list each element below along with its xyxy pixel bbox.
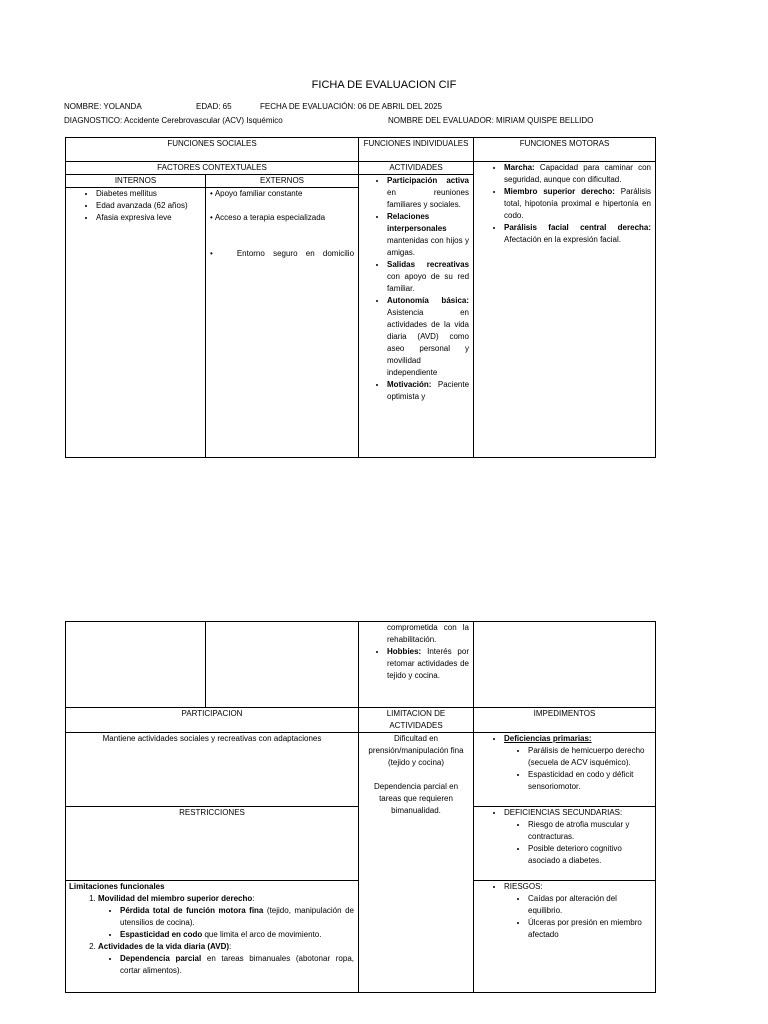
limitaciones-list [70, 893, 354, 977]
deficiencias-primarias-sublist [504, 745, 651, 793]
header-internos: INTERNOS [66, 175, 206, 188]
limitacion-text-1: Dificultad en prensión/manipulación fina (tejido y cocina) [368, 734, 464, 767]
interno-item: • Edad avanzada (62 años) [96, 200, 201, 212]
diagnosis: DIAGNOSTICO: Accidente Cerebrovascular (ACV) Isquémico [64, 116, 283, 125]
actividad-item: • Motivación: Paciente optimista y [387, 379, 469, 403]
deficiencias-secundarias-item: • DEFICIENCIAS SECUNDARIAS: • Riesgo de atrofia muscular y contracturas. • Posible deterioro cognitivo asociado a diabetes. [504, 807, 651, 867]
limitacion-1-item: • Pérdida total de función motora fina (tejido, manipulación de utensilios de cocina). [120, 905, 354, 929]
deficiencia-secundaria-item: • Posible deterioro cognitivo asociado a diabetes. [528, 843, 651, 867]
header-limitacion: LIMITACION DE ACTIVIDADES [359, 708, 474, 733]
motora-item: • Parálisis facial central derecha: Afectación en la expresión facial. [504, 222, 651, 246]
header-restricciones: RESTRICCIONES [66, 807, 359, 881]
header-funciones-motoras: FUNCIONES MOTORAS [474, 138, 656, 162]
internos-cell [66, 188, 206, 458]
deficiencia-primaria-item: • Espasticidad en codo y déficit sensoriomotor. [528, 769, 651, 793]
deficiencias-secundarias-cell [474, 807, 656, 881]
funciones-motoras-cell [474, 162, 656, 458]
deficiencia-primaria-item: • Parálisis de hemicuerpo derecho (secuela de ACV isquémico). [528, 745, 651, 769]
hobbies-item: • Hobbies: Interés por retomar actividades de tejido y cocina. [387, 646, 469, 682]
riesgos-sublist [504, 893, 651, 941]
internos-list [70, 188, 201, 224]
riesgos-item: • RIESGOS: • Caídas por alteración del equilibrio. • Úlceras por presión en miembro afectado [504, 881, 651, 941]
actividad-item: • Salidas recreativas con apoyo de su red familiar. [387, 259, 469, 295]
actividad-item: • Participación activa en reuniones familiares y sociales. [387, 175, 469, 211]
empty-cell [474, 622, 656, 708]
actividad-item: • Relaciones interpersonales mantenidas con hijos y amigas. [387, 211, 469, 259]
actividades-continued-cell [359, 622, 474, 708]
motora-item: • Miembro superior derecho: Parálisis total, hipotonía proximal e hipertonía en codo. [504, 186, 651, 222]
document-title: FICHA DE EVALUACION CIF [311, 79, 457, 91]
deficiencias-primarias-item: • Deficiencias primarias: • Parálisis de hemicuerpo derecho (secuela de ACV isquémico). • Espasticidad en codo y déficit sensoriomotor. [504, 733, 651, 793]
limitacion-cell [359, 733, 474, 993]
limitacion-1-item: • Espasticidad en codo que limita el arco de movimiento. [120, 929, 354, 941]
interno-item: • Afasia expresiva leve [96, 212, 201, 224]
motoras-list [478, 162, 651, 246]
header-funciones-sociales: FUNCIONES SOCIALES [66, 138, 359, 162]
externo-item: • Acceso a terapia especializada [210, 212, 354, 224]
externo-item: • Apoyo familiar constante [210, 188, 354, 200]
actividades-continued-text: comprometida con la rehabilitación. [387, 623, 469, 644]
cif-table-page-2 [65, 621, 656, 993]
header-participacion: PARTICIPACION [66, 708, 359, 733]
externos-cell [206, 188, 359, 458]
empty-cell [206, 622, 359, 708]
limitacion-text-2: Dependencia parcial en tareas que requieren bimanualidad. [373, 782, 459, 815]
limitaciones-funcionales-cell [66, 881, 359, 993]
header-factores-contextuales: FACTORES CONTEXTUALES [66, 162, 359, 175]
evaluator-name: NOMBRE DEL EVALUADOR: MIRIAM QUISPE BELLIDO [388, 116, 594, 125]
actividad-item: • Autonomía básica: Asistencia en actividades de la vida diaria (AVD) como aseo personal y movilidad independiente [387, 295, 469, 379]
deficiencias-primarias-cell [474, 733, 656, 807]
deficiencias-secundarias-sublist [504, 819, 651, 867]
empty-cell [66, 622, 206, 708]
actividades-cell [359, 175, 474, 458]
deficiencia-secundaria-item: • Riesgo de atrofia muscular y contracturas. [528, 819, 651, 843]
interno-item: • Diabetes mellitus [96, 188, 201, 200]
limitacion-2-sublist [98, 953, 354, 977]
limitacion-item: 1. Movilidad del miembro superior derecho: • Pérdida total de función motora fina (tejido, manipulación de utensilios de cocina). • Espasticidad en codo que limita el arco de movimiento. [98, 893, 354, 941]
riesgos-list [478, 881, 651, 941]
motora-item: • Marcha: Capacidad para caminar con seguridad, aunque con dificultad. [504, 162, 651, 186]
riesgo-item: • Úlceras por presión en miembro afectado [528, 917, 651, 941]
actividades-list [363, 175, 469, 403]
header-externos: EXTERNOS [206, 175, 359, 188]
header-impedimentos: IMPEDIMENTOS [474, 708, 656, 733]
riesgos-cell [474, 881, 656, 993]
header-actividades: ACTIVIDADES [359, 162, 474, 175]
hobbies-list [363, 646, 469, 682]
limitacion-2-item: • Dependencia parcial en tareas bimanuales (abotonar ropa, cortar alimentos). [120, 953, 354, 977]
limitaciones-title: Limitaciones funcionales [69, 882, 165, 891]
cif-table-page-1 [65, 137, 656, 458]
deficiencias-primarias-list [478, 733, 651, 793]
patient-name: NOMBRE: YOLANDA [64, 102, 142, 111]
riesgo-item: • Caídas por alteración del equilibrio. [528, 893, 651, 917]
externo-item: • Entorno seguro en domicilio [210, 249, 355, 258]
limitacion-item: 2. Actividades de la vida diaria (AVD): • Dependencia parcial en tareas bimanuales (abotonar ropa, cortar alimentos). [98, 941, 354, 977]
participacion-cell: Mantiene actividades sociales y recreativas con adaptaciones [66, 733, 359, 807]
patient-age: EDAD: 65 [196, 102, 232, 111]
evaluation-date: FECHA DE EVALUACIÓN: 06 DE ABRIL DEL 2025 [260, 102, 442, 111]
header-funciones-individuales: FUNCIONES INDIVIDUALES [359, 138, 474, 162]
deficiencias-secundarias-list [478, 807, 651, 867]
limitacion-1-sublist [98, 905, 354, 941]
